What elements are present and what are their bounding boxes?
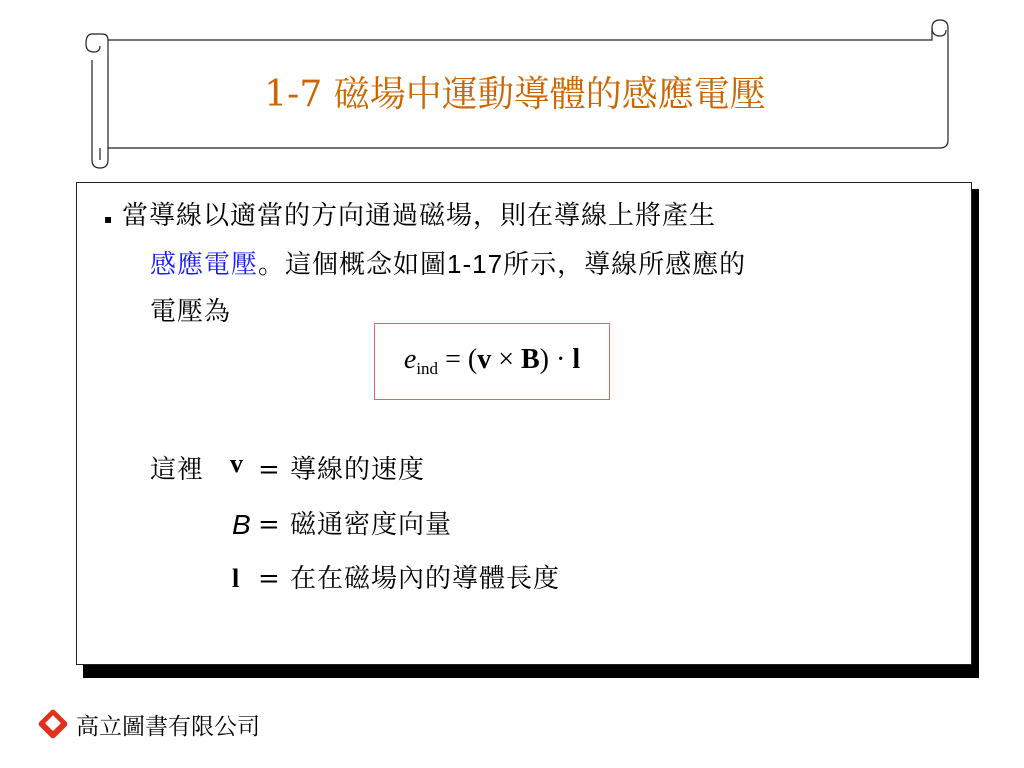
paragraph-line-1: 當導線以適當的方向通過磁場，則在導線上將產生 [122, 201, 717, 231]
equation-close: ) · [539, 344, 573, 375]
definitions-prefix: 這裡 [150, 455, 205, 485]
equation-subscript: ind [416, 359, 439, 378]
definition-l-symbol: l [232, 564, 240, 593]
definition-l-description: = 在在磁場內的導體長度 [258, 564, 561, 594]
equation-e: e [403, 344, 417, 375]
slide-title: 1-7 磁場中運動導體的感應電壓 [264, 74, 766, 115]
equation-v: v [477, 344, 492, 375]
figure-reference: 1-17 [447, 249, 504, 279]
paragraph-text: 所示，導線所感應的 [503, 250, 747, 280]
publisher-logo-icon [36, 707, 70, 741]
equation-l: l [572, 344, 581, 375]
publisher-footer [36, 706, 260, 742]
equation [375, 344, 609, 379]
paragraph-text: 。這個概念如圖 [258, 250, 448, 280]
definition-b-description: = 磁通密度向量 [258, 510, 453, 540]
paragraph-line-3: 電壓為 [150, 297, 232, 327]
equation-box [374, 323, 610, 400]
definition-v-description: = 導線的速度 [258, 455, 426, 485]
highlighted-term: 感應電壓 [150, 250, 259, 280]
equation-cross: × [491, 344, 521, 375]
definition-v-symbol: v [230, 449, 243, 478]
equation-open: = ( [438, 344, 478, 375]
equation-B: B [520, 344, 540, 375]
definition-b-symbol: B [232, 509, 251, 540]
publisher-name: 高立圖書有限公司 [76, 713, 260, 740]
bullet-marker: ▪ [104, 212, 113, 226]
paragraph-line-2 [150, 249, 746, 280]
